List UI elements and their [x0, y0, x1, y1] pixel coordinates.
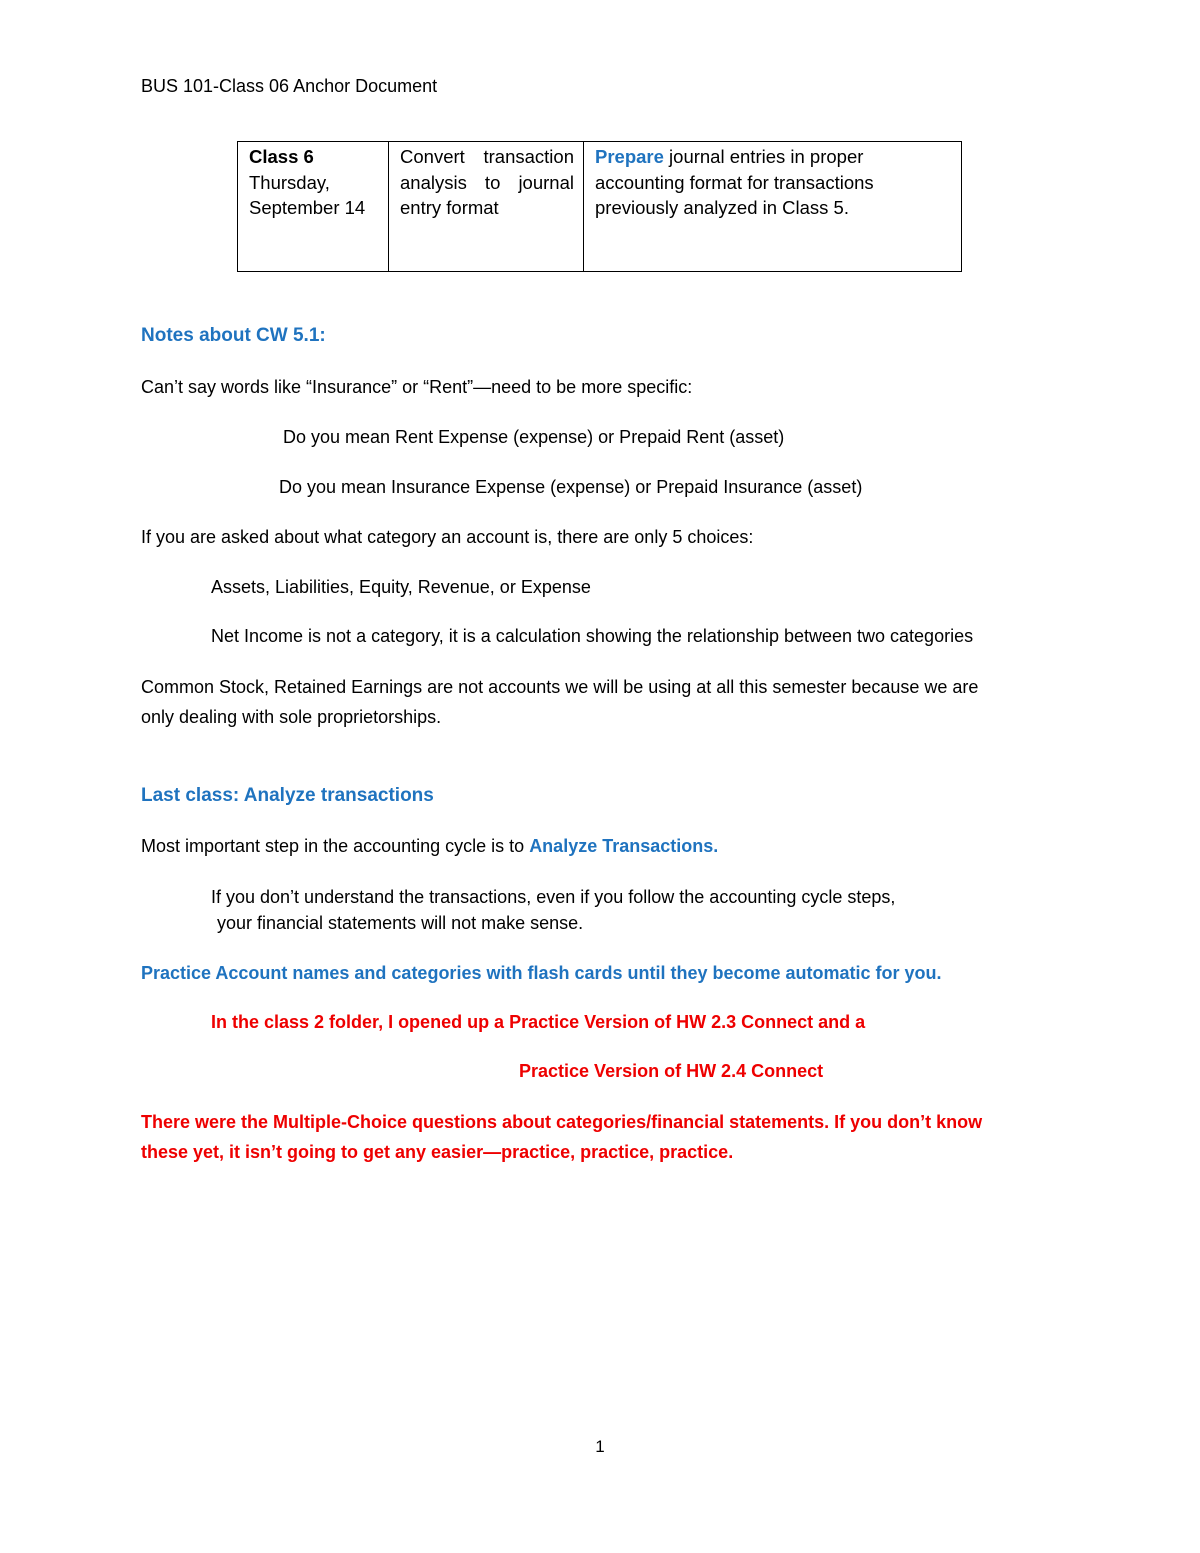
objective-line-3: previously analyzed in Class 5. — [595, 197, 849, 218]
class-topic: Convert transaction analysis to journal entry format — [400, 146, 574, 218]
category-list: Assets, Liabilities, Equity, Revenue, or Expense — [211, 577, 591, 597]
practice-note: Practice Account names and categories with flash cards until they become automatic for you. — [141, 963, 942, 983]
last-class-heading: Last class: Analyze transactions — [141, 785, 434, 806]
notes-heading: Notes about CW 5.1: — [141, 325, 326, 346]
objective-line-1-rest: journal entries in proper — [663, 146, 864, 167]
multiple-choice-line-1: There were the Multiple-Choice questions about categories/financial statements. If you don’t know — [141, 1112, 983, 1132]
rent-question: Do you mean Rent Expense (expense) or Prepaid Rent (asset) — [283, 427, 785, 447]
understand-line-2: your financial statements will not make sense. — [217, 913, 584, 933]
class-label: Class 6 — [249, 146, 314, 167]
table-row — [238, 142, 962, 272]
topic-cell — [389, 142, 584, 272]
class-date: September 14 — [249, 197, 366, 218]
notes-intro: Can’t say words like “Insurance” or “Rent”—need to be more specific: — [141, 377, 693, 397]
folder-line-1: In the class 2 folder, I opened up a Practice Version of HW 2.3 Connect and a — [211, 1012, 866, 1032]
net-income-note: Net Income is not a category, it is a calculation showing the relationship between two categories — [211, 626, 974, 646]
class-date-cell — [238, 142, 389, 272]
important-step — [141, 835, 718, 857]
class-schedule-table — [237, 141, 962, 272]
objective-line-2: accounting format for transactions — [595, 171, 874, 193]
multiple-choice-line-2: these yet, it isn’t going to get any easier—practice, practice, practice. — [141, 1142, 734, 1162]
important-step-prefix: Most important step in the accounting cycle is to — [141, 836, 530, 856]
stock-note-line-1: Common Stock, Retained Earnings are not accounts we will be using at all this semester because we are — [141, 677, 979, 697]
understand-line-1: If you don’t understand the transactions, even if you follow the accounting cycle steps, — [211, 887, 896, 907]
analyze-transactions-highlight: Analyze Transactions. — [529, 836, 719, 856]
category-intro: If you are asked about what category an account is, there are only 5 choices: — [141, 527, 754, 547]
objective-cell — [584, 142, 962, 272]
objective-line-1 — [595, 144, 950, 170]
document-header: BUS 101-Class 06 Anchor Document — [141, 76, 438, 96]
objective-verb: Prepare — [595, 146, 664, 167]
class-day: Thursday, — [249, 171, 330, 193]
page-number: 1 — [595, 1437, 605, 1456]
stock-note-line-2: only dealing with sole proprietorships. — [141, 707, 442, 727]
insurance-question: Do you mean Insurance Expense (expense) or Prepaid Insurance (asset) — [279, 477, 863, 497]
folder-line-2: Practice Version of HW 2.4 Connect — [519, 1061, 824, 1081]
